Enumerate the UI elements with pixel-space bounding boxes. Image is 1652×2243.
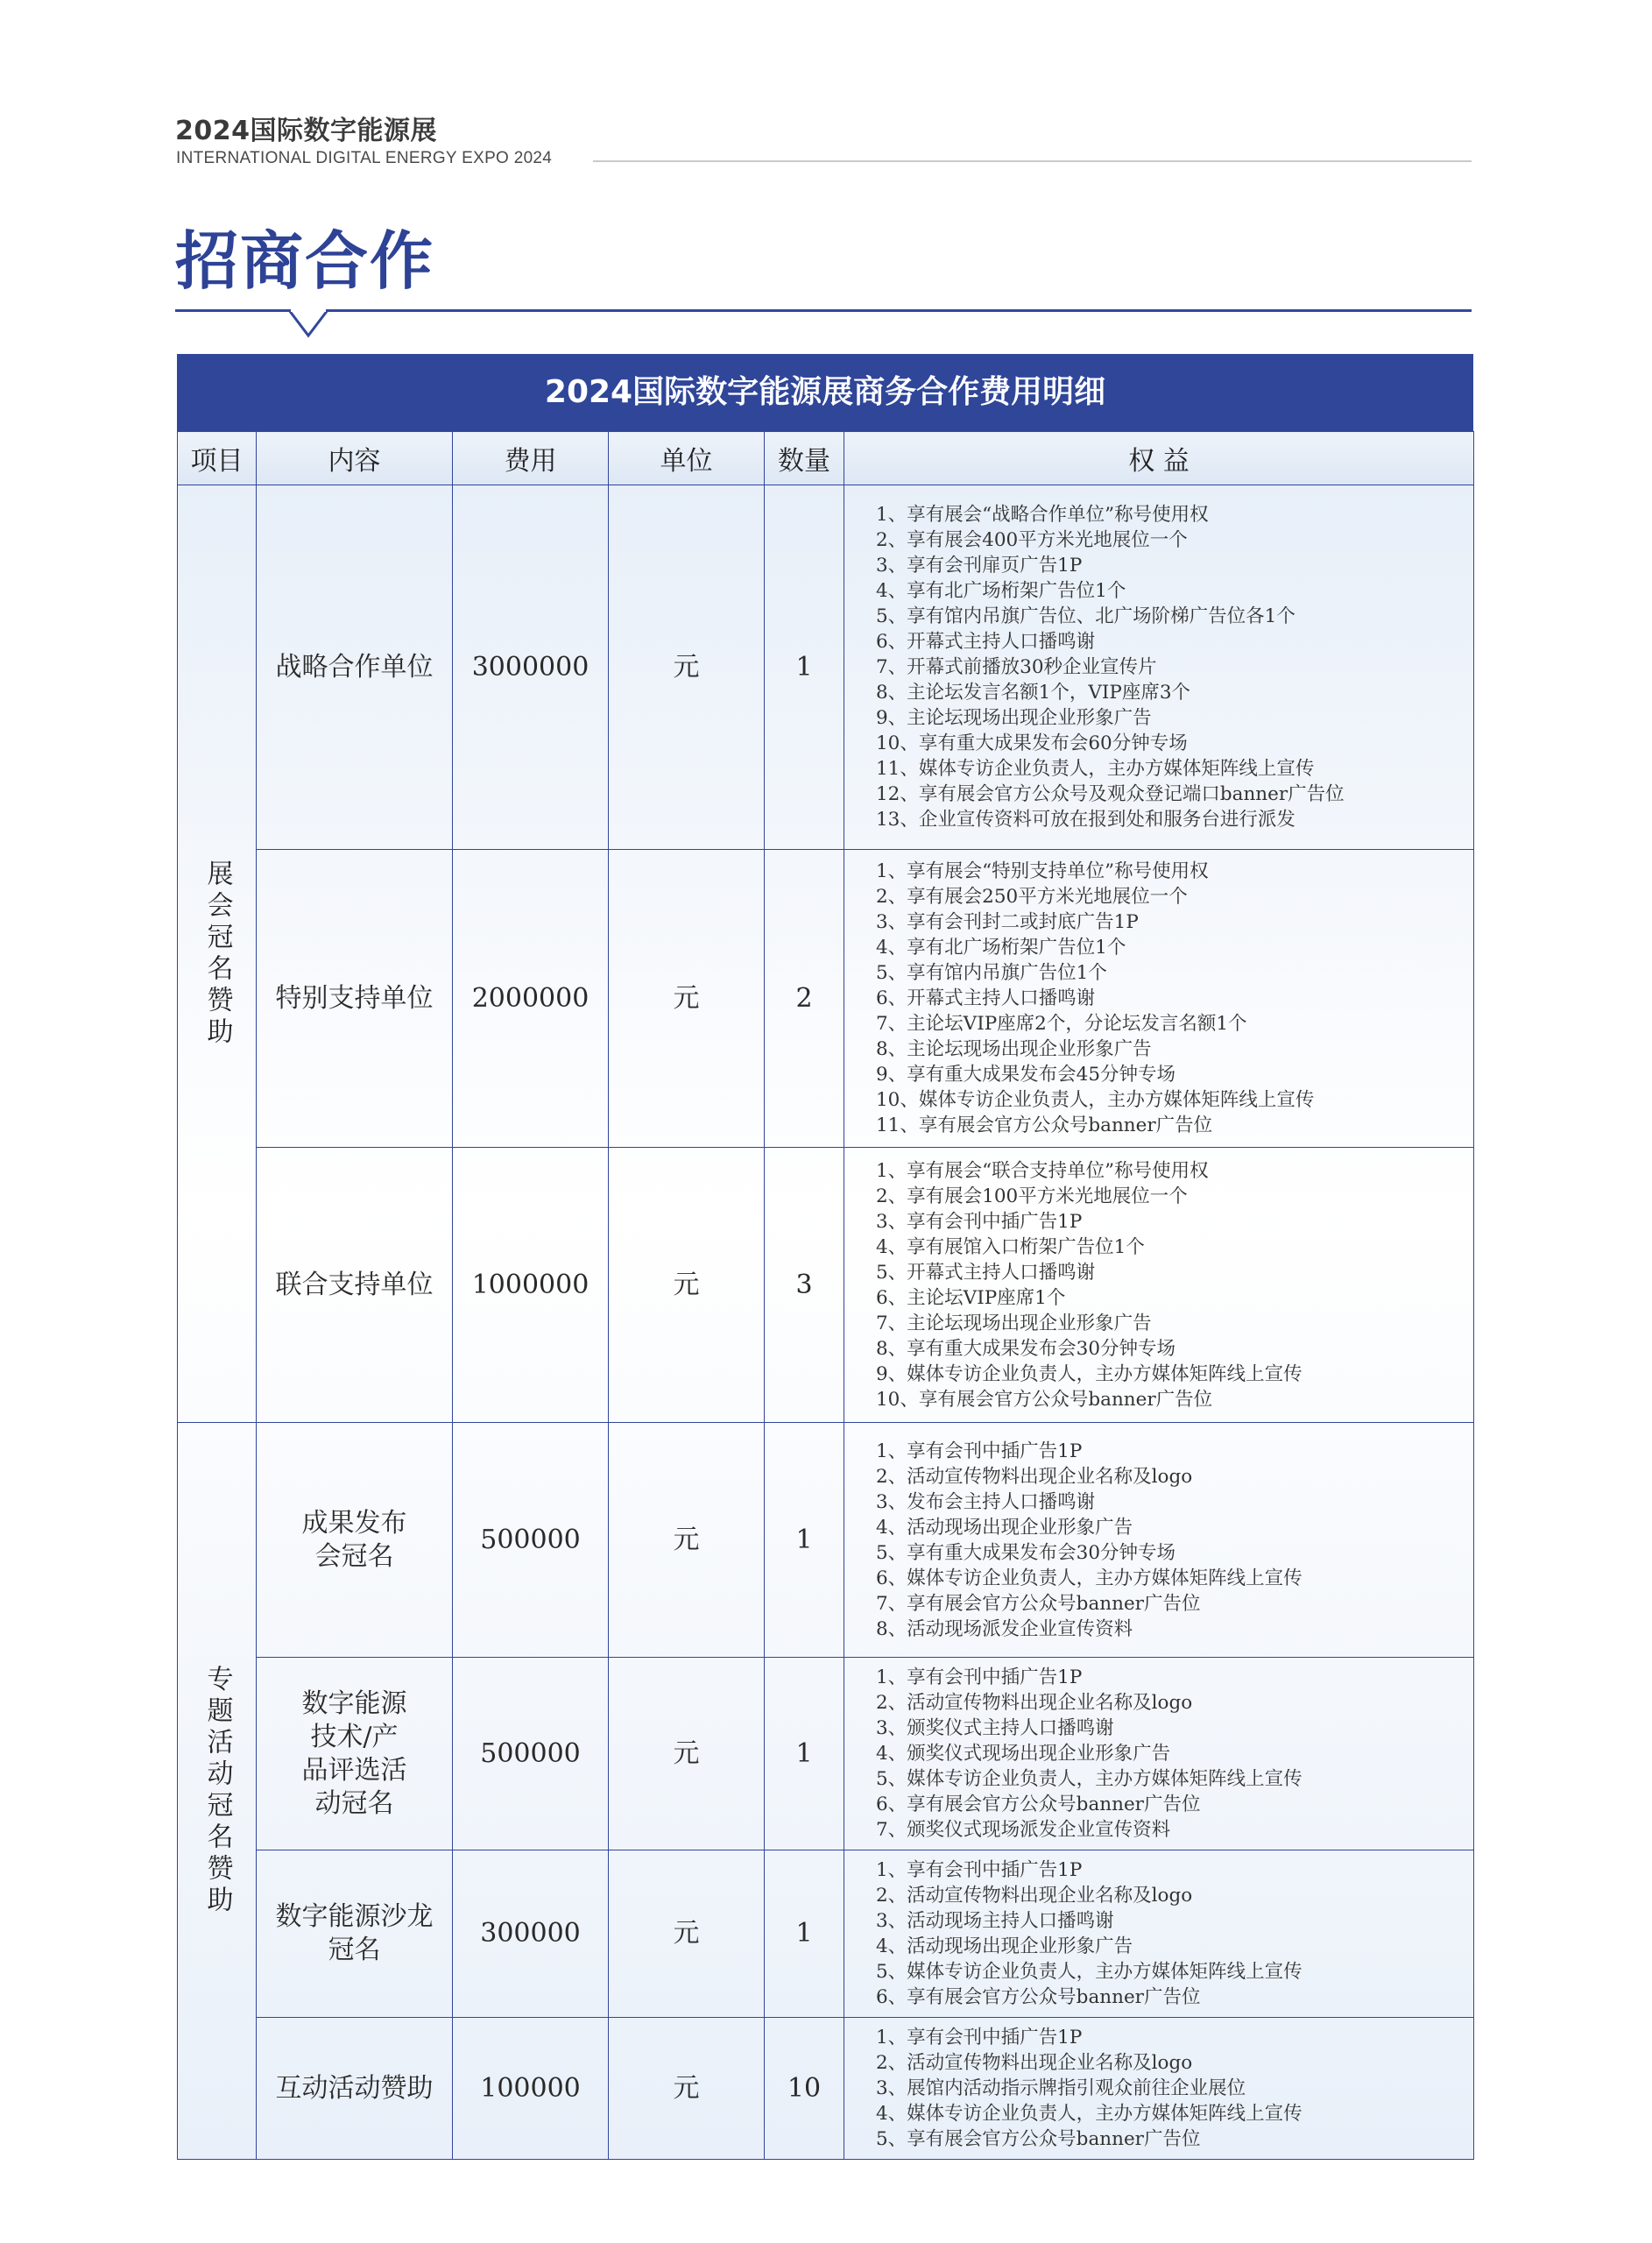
benefit-line: 5、享有重大成果发布会30分钟专场 xyxy=(876,1541,1176,1564)
benefit-line: 3、享有会刊中插广告1P xyxy=(876,1210,1083,1233)
benefit-line: 3、发布会主持人口播鸣谢 xyxy=(876,1490,1096,1513)
benefit-line: 3、享有会刊封二或封底广告1P xyxy=(876,911,1139,933)
benefit-line: 2、享有展会250平方米光地展位一个 xyxy=(876,886,1188,908)
item-benefits xyxy=(844,1658,1474,1850)
benefit-line: 11、享有展会官方公众号banner广告位 xyxy=(876,1114,1213,1136)
benefit-line: 5、享有馆内吊旗广告位、北广场阶梯广告位各1个 xyxy=(876,605,1295,627)
item-content: 数字能源技术/产品评选活动冠名 xyxy=(257,1658,453,1850)
benefit-line: 6、媒体专访企业负责人，主办方媒体矩阵线上宣传 xyxy=(876,1567,1303,1589)
item-qty: 10 xyxy=(765,2018,844,2160)
item-fee: 3000000 xyxy=(453,485,609,850)
item-qty: 1 xyxy=(765,485,844,850)
title-notch-icon xyxy=(0,0,1652,350)
item-qty: 3 xyxy=(765,1148,844,1423)
item-benefits xyxy=(844,1423,1474,1658)
benefit-line: 5、媒体专访企业负责人，主办方媒体矩阵线上宣传 xyxy=(876,1961,1303,1983)
table-header-row xyxy=(178,432,1474,485)
table-row xyxy=(178,485,1474,850)
benefit-line: 4、活动现场出现企业形象广告 xyxy=(876,1935,1133,1957)
item-qty: 1 xyxy=(765,1658,844,1850)
benefit-line: 10、媒体专访企业负责人，主办方媒体矩阵线上宣传 xyxy=(876,1089,1315,1111)
table-title: 2024国际数字能源展商务合作费用明细 xyxy=(177,354,1473,431)
item-benefits xyxy=(844,1148,1474,1423)
benefit-line: 7、主论坛VIP座席2个，分论坛发言名额1个 xyxy=(876,1013,1247,1035)
benefit-line: 6、开幕式主持人口播鸣谢 xyxy=(876,987,1096,1009)
item-fee: 500000 xyxy=(453,1423,609,1658)
benefit-line: 4、享有北广场桁架广告位1个 xyxy=(876,580,1126,602)
benefit-line: 8、主论坛发言名额1个，VIP座席3个 xyxy=(876,682,1191,704)
benefit-line: 4、享有北广场桁架广告位1个 xyxy=(876,937,1126,959)
fee-table xyxy=(177,431,1474,2160)
benefit-line: 8、主论坛现场出现企业形象广告 xyxy=(876,1038,1152,1060)
benefit-line: 7、开幕式前播放30秒企业宣传片 xyxy=(876,656,1157,678)
table-row xyxy=(178,1423,1474,1658)
benefit-line: 7、颁奖仪式现场派发企业宣传资料 xyxy=(876,1819,1171,1841)
benefit-line: 4、活动现场出现企业形象广告 xyxy=(876,1516,1133,1539)
benefit-line: 9、主论坛现场出现企业形象广告 xyxy=(876,707,1152,729)
benefit-line: 10、享有重大成果发布会60分钟专场 xyxy=(876,732,1188,754)
item-content: 数字能源沙龙冠名 xyxy=(257,1850,453,2018)
item-content: 战略合作单位 xyxy=(257,485,453,850)
item-qty: 2 xyxy=(765,850,844,1148)
item-fee: 300000 xyxy=(453,1850,609,2018)
benefit-line: 4、颁奖仪式现场出现企业形象广告 xyxy=(876,1743,1171,1765)
benefit-line: 6、享有展会官方公众号banner广告位 xyxy=(876,1794,1201,1815)
benefit-line: 4、享有展馆入口桁架广告位1个 xyxy=(876,1235,1145,1258)
table-row xyxy=(178,2018,1474,2160)
item-benefits xyxy=(844,2018,1474,2160)
item-unit: 元 xyxy=(609,1423,765,1658)
col-header-item: 项目 xyxy=(178,432,257,485)
item-content: 联合支持单位 xyxy=(257,1148,453,1423)
benefit-line: 3、颁奖仪式主持人口播鸣谢 xyxy=(876,1717,1114,1739)
category-label: 专题活动冠名赞助 xyxy=(178,1423,257,2160)
benefit-line: 11、媒体专访企业负责人，主办方媒体矩阵线上宣传 xyxy=(876,758,1315,780)
table-row xyxy=(178,850,1474,1148)
benefit-line: 5、媒体专访企业负责人，主办方媒体矩阵线上宣传 xyxy=(876,1768,1303,1790)
section-title: 招商合作 xyxy=(175,224,435,298)
benefit-line: 3、展馆内活动指示牌指引观众前往企业展位 xyxy=(876,2077,1246,2099)
col-header-content: 内容 xyxy=(257,432,453,485)
benefit-line: 5、开幕式主持人口播鸣谢 xyxy=(876,1261,1096,1284)
col-header-fee: 费用 xyxy=(453,432,609,485)
benefit-line: 7、享有展会官方公众号banner广告位 xyxy=(876,1592,1201,1615)
expo-title: 2024国际数字能源展 xyxy=(175,116,437,146)
benefit-line: 9、媒体专访企业负责人，主办方媒体矩阵线上宣传 xyxy=(876,1362,1303,1385)
benefit-line: 3、活动现场主持人口播鸣谢 xyxy=(876,1910,1114,1932)
table-row xyxy=(178,1148,1474,1423)
col-header-unit: 单位 xyxy=(609,432,765,485)
benefit-line: 12、享有展会官方公众号及观众登记端口banner广告位 xyxy=(876,783,1345,805)
benefit-line: 9、享有重大成果发布会45分钟专场 xyxy=(876,1064,1176,1086)
expo-subtitle: INTERNATIONAL DIGITAL ENERGY EXPO 2024 xyxy=(176,149,553,167)
item-content: 互动活动赞助 xyxy=(257,2018,453,2160)
item-content: 成果发布会冠名 xyxy=(257,1423,453,1658)
item-benefits xyxy=(844,850,1474,1148)
benefit-line: 2、活动宣传物料出现企业名称及logo xyxy=(876,1692,1193,1714)
col-header-qty: 数量 xyxy=(765,432,844,485)
benefit-line: 8、活动现场派发企业宣传资料 xyxy=(876,1617,1133,1640)
cooperation-fee-table xyxy=(177,354,1473,2160)
benefit-line: 2、活动宣传物料出现企业名称及logo xyxy=(876,1465,1193,1488)
item-qty: 1 xyxy=(765,1850,844,2018)
item-unit: 元 xyxy=(609,1850,765,2018)
benefit-line: 1、享有展会“特别支持单位”称号使用权 xyxy=(876,860,1209,882)
benefit-line: 2、享有展会100平方米光地展位一个 xyxy=(876,1185,1188,1207)
table-row xyxy=(178,1850,1474,2018)
item-unit: 元 xyxy=(609,1148,765,1423)
col-header-benefits: 权 益 xyxy=(844,432,1474,485)
benefit-line: 5、享有展会官方公众号banner广告位 xyxy=(876,2128,1201,2150)
item-fee: 1000000 xyxy=(453,1148,609,1423)
benefit-line: 5、享有馆内吊旗广告位1个 xyxy=(876,962,1107,984)
benefit-line: 2、活动宣传物料出现企业名称及logo xyxy=(876,2052,1193,2074)
category-label: 展会冠名赞助 xyxy=(178,485,257,1423)
benefit-line: 1、享有展会“联合支持单位”称号使用权 xyxy=(876,1159,1209,1182)
benefit-line: 1、享有会刊中插广告1P xyxy=(876,2027,1083,2048)
benefit-line: 7、主论坛现场出现企业形象广告 xyxy=(876,1312,1152,1334)
benefit-line: 1、享有会刊中插广告1P xyxy=(876,1666,1083,1688)
item-qty: 1 xyxy=(765,1423,844,1658)
item-unit: 元 xyxy=(609,2018,765,2160)
benefit-line: 2、享有展会400平方米光地展位一个 xyxy=(876,529,1188,551)
benefit-line: 2、活动宣传物料出现企业名称及logo xyxy=(876,1885,1193,1907)
table-row xyxy=(178,1658,1474,1850)
benefit-line: 13、企业宣传资料可放在报到处和服务台进行派发 xyxy=(876,809,1295,831)
benefit-line: 6、主论坛VIP座席1个 xyxy=(876,1286,1066,1309)
benefit-line: 3、享有会刊扉页广告1P xyxy=(876,555,1083,577)
benefit-line: 1、享有会刊中插广告1P xyxy=(876,1859,1083,1881)
benefit-line: 4、媒体专访企业负责人，主办方媒体矩阵线上宣传 xyxy=(876,2103,1303,2125)
benefit-line: 10、享有展会官方公众号banner广告位 xyxy=(876,1388,1213,1411)
benefit-line: 1、享有会刊中插广告1P xyxy=(876,1440,1083,1462)
benefit-line: 8、享有重大成果发布会30分钟专场 xyxy=(876,1337,1176,1360)
item-benefits xyxy=(844,485,1474,850)
benefit-line: 6、开幕式主持人口播鸣谢 xyxy=(876,631,1096,653)
benefit-line: 1、享有展会“战略合作单位”称号使用权 xyxy=(876,504,1209,526)
item-unit: 元 xyxy=(609,850,765,1148)
item-fee: 500000 xyxy=(453,1658,609,1850)
item-unit: 元 xyxy=(609,1658,765,1850)
item-fee: 100000 xyxy=(453,2018,609,2160)
benefit-line: 6、享有展会官方公众号banner广告位 xyxy=(876,1986,1201,2008)
item-fee: 2000000 xyxy=(453,850,609,1148)
item-unit: 元 xyxy=(609,485,765,850)
item-content: 特别支持单位 xyxy=(257,850,453,1148)
item-benefits xyxy=(844,1850,1474,2018)
